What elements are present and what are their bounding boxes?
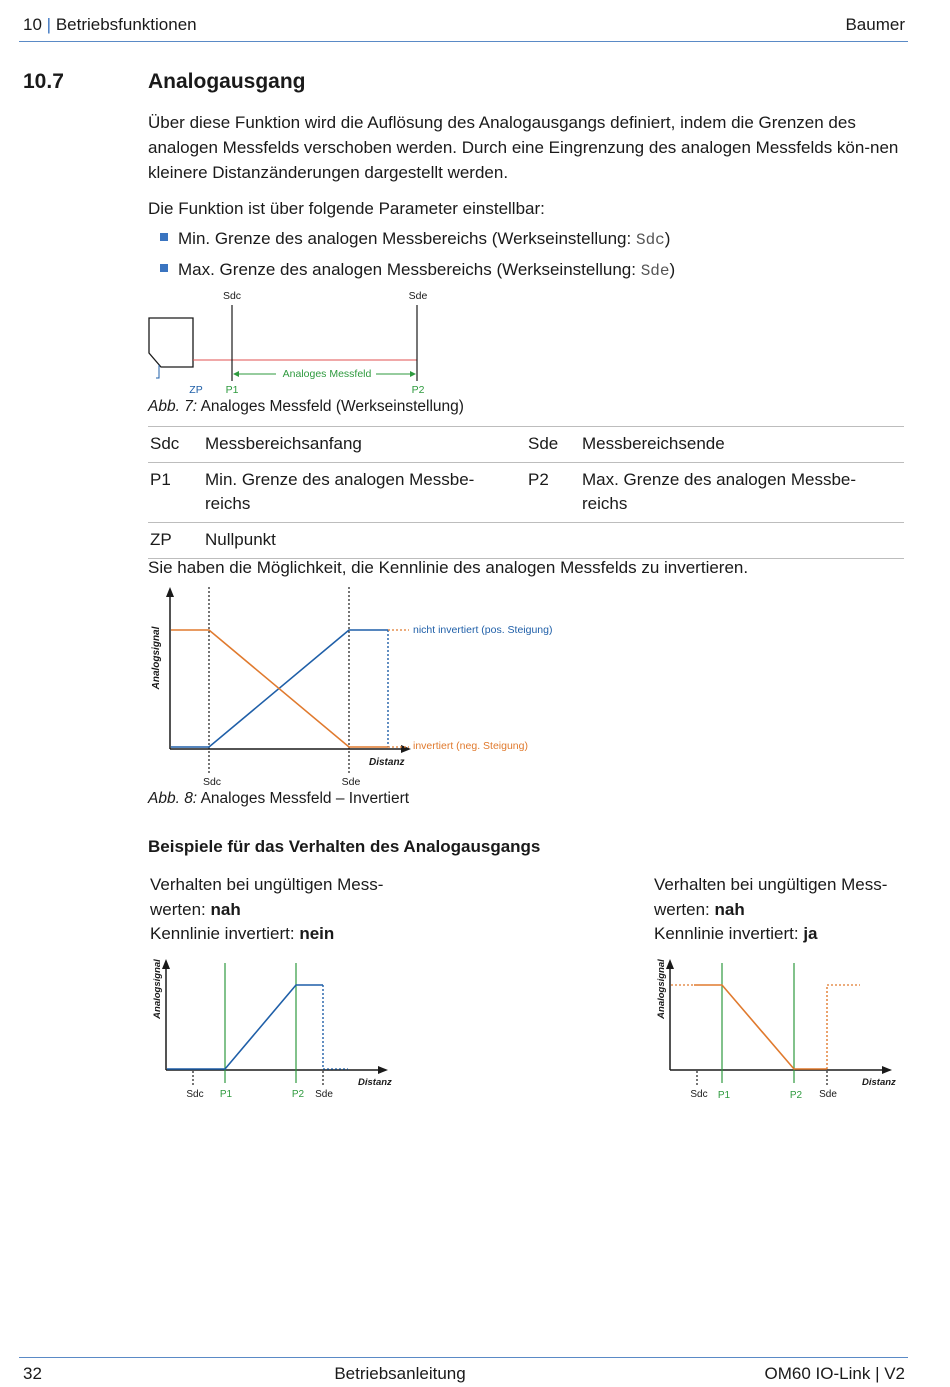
example-label: werten: <box>150 899 211 919</box>
figure7-diagram <box>140 285 460 397</box>
example-value: nah <box>210 899 241 919</box>
fig7-label-sdc: Sdc <box>222 290 242 302</box>
bullet-code: Sdc <box>635 231 665 249</box>
footer-product: OM60 IO-Link | V2 <box>764 1364 905 1383</box>
example-line: Verhalten bei ungültigen Mess- <box>150 875 384 894</box>
caption-text: Analoges Messfeld (Werkseinstellung) <box>197 398 464 415</box>
fig7-zp-leader <box>156 365 159 378</box>
table-row <box>148 463 904 523</box>
def-key: P1 <box>150 470 171 489</box>
fig7-label-sde: Sde <box>408 290 428 302</box>
example-value: nah <box>714 899 745 919</box>
fig7-field-label: Analoges Messfeld <box>282 368 372 380</box>
example-line <box>654 898 887 923</box>
ex-y-axis-label: Analogsignal <box>656 959 667 1019</box>
fig8-x-axis-label: Distanz <box>369 757 405 768</box>
fig8-tick-sdc: Sdc <box>202 776 222 788</box>
bullet-marker <box>160 233 168 241</box>
examples-heading: Beispiele für das Verhalten des Analogausgangs <box>148 837 541 856</box>
example-left-chart <box>148 955 398 1103</box>
example-right-chart <box>652 955 902 1103</box>
example-label: werten: <box>654 899 715 919</box>
bullet-text: Min. Grenze des analogen Messbereichs (Werkseinstellung: <box>178 229 636 248</box>
def-key: Sdc <box>150 434 180 453</box>
def-value <box>580 523 904 559</box>
header-rule <box>19 41 908 42</box>
fig8-y-axis-label: Analogsignal <box>151 626 162 690</box>
header-brand: Baumer <box>845 15 905 34</box>
definitions-table <box>148 426 904 559</box>
example-left-text <box>150 873 383 947</box>
example-line <box>150 922 383 947</box>
def-key: ZP <box>150 530 172 549</box>
figure7-caption <box>148 398 464 416</box>
bullet-close: ) <box>664 229 671 248</box>
def-value: Messbereichsanfang <box>205 434 362 453</box>
table-row <box>148 523 904 559</box>
fig8-label-inverted: invertiert (neg. Steigung) <box>413 740 528 752</box>
caption-prefix: Abb. 7: <box>148 398 198 415</box>
def-value: Nullpunkt <box>205 530 276 549</box>
bullet-marker <box>160 264 168 272</box>
fig7-label-p2: P2 <box>411 384 425 396</box>
ex-x-axis-label: Distanz <box>862 1077 896 1088</box>
figure8-caption <box>148 790 409 808</box>
example-value: nein <box>299 924 335 943</box>
ex-tick-p2: P2 <box>789 1090 803 1101</box>
def-key <box>526 523 580 559</box>
header-chapter <box>23 15 197 35</box>
intro-paragraph: Über diese Funktion wird die Auflösung des Analogausgangs definiert, indem die Grenzen des analogen Messfelds verschoben werden. Durch eine Eingrenzung des analogen Messfelds kön-nen kleinere Distanzänderungen dargestellt werden. <box>148 113 899 182</box>
ex-tick-sde: Sde <box>819 1089 837 1100</box>
fig8-line-inverted <box>171 630 388 747</box>
fig8-tick-sde: Sde <box>341 776 361 788</box>
caption-text: Analoges Messfeld – Invertiert <box>197 790 410 807</box>
invert-paragraph: Sie haben die Möglichkeit, die Kennlinie des analogen Messfelds zu invertieren. <box>148 558 749 577</box>
ex-tick-sdc: Sdc <box>186 1089 204 1100</box>
ex-tick-sdc: Sdc <box>690 1089 708 1100</box>
arrowhead-right-icon <box>378 1066 388 1074</box>
arrowhead-up-icon <box>666 959 674 969</box>
def-value: Max. Grenze des analogen Messbe-reichs <box>582 470 857 513</box>
ex-left-characteristic <box>167 985 323 1069</box>
ex-tick-sde: Sde <box>315 1089 333 1100</box>
ex-x-axis-label: Distanz <box>358 1077 392 1088</box>
sensor-housing-shape <box>149 318 193 367</box>
header-chapter-title: Betriebsfunktionen <box>55 15 197 34</box>
def-value: Messbereichsende <box>582 434 725 453</box>
fig7-label-p1: P1 <box>225 384 239 396</box>
example-line <box>150 898 383 923</box>
figure8-chart <box>145 583 565 788</box>
arrowhead-right-icon <box>401 745 411 753</box>
footer-rule <box>19 1357 908 1358</box>
bullet-close: ) <box>669 260 676 279</box>
bullet-item-min <box>178 226 906 253</box>
def-value: Min. Grenze des analogen Messbe-reichs <box>205 470 475 513</box>
table-row <box>148 427 904 463</box>
arrowhead-up-icon <box>166 587 174 597</box>
header-separator: | <box>46 15 52 34</box>
ex-tick-p1: P1 <box>219 1089 233 1100</box>
arrowhead-right-icon <box>410 371 416 377</box>
example-line: Verhalten bei ungültigen Mess- <box>654 875 888 894</box>
arrowhead-left-icon <box>233 371 239 377</box>
ex-tick-p1: P1 <box>717 1090 731 1101</box>
section-number: 10.7 <box>23 70 64 93</box>
example-right-text <box>654 873 887 947</box>
example-value: ja <box>803 924 818 943</box>
example-label: Kennlinie invertiert: <box>654 924 804 943</box>
section-title: Analogausgang <box>148 70 306 93</box>
caption-prefix: Abb. 8: <box>148 790 198 807</box>
fig7-label-zp: ZP <box>189 384 203 396</box>
fig8-label-not-inverted: nicht invertiert (pos. Steigung) <box>413 624 553 636</box>
bullet-item-max <box>178 257 906 284</box>
params-intro: Die Funktion ist über folgende Parameter einstellbar: <box>148 199 545 218</box>
ex-tick-p2: P2 <box>291 1089 305 1100</box>
footer-page-number: 32 <box>23 1364 42 1383</box>
header-chapter-number: 10 <box>23 15 42 34</box>
bullet-text: Max. Grenze des analogen Messbereichs (Werkseinstellung: <box>178 260 641 279</box>
example-label: Kennlinie invertiert: <box>150 924 300 943</box>
def-key: P2 <box>528 470 549 489</box>
ex-y-axis-label: Analogsignal <box>152 959 163 1019</box>
footer-doc-type: Betriebsanleitung <box>334 1364 466 1383</box>
ex-right-characteristic <box>694 985 827 1069</box>
def-key: Sde <box>528 434 559 453</box>
example-line <box>654 922 887 947</box>
bullet-code: Sde <box>640 262 670 280</box>
arrowhead-up-icon <box>162 959 170 969</box>
arrowhead-right-icon <box>882 1066 892 1074</box>
